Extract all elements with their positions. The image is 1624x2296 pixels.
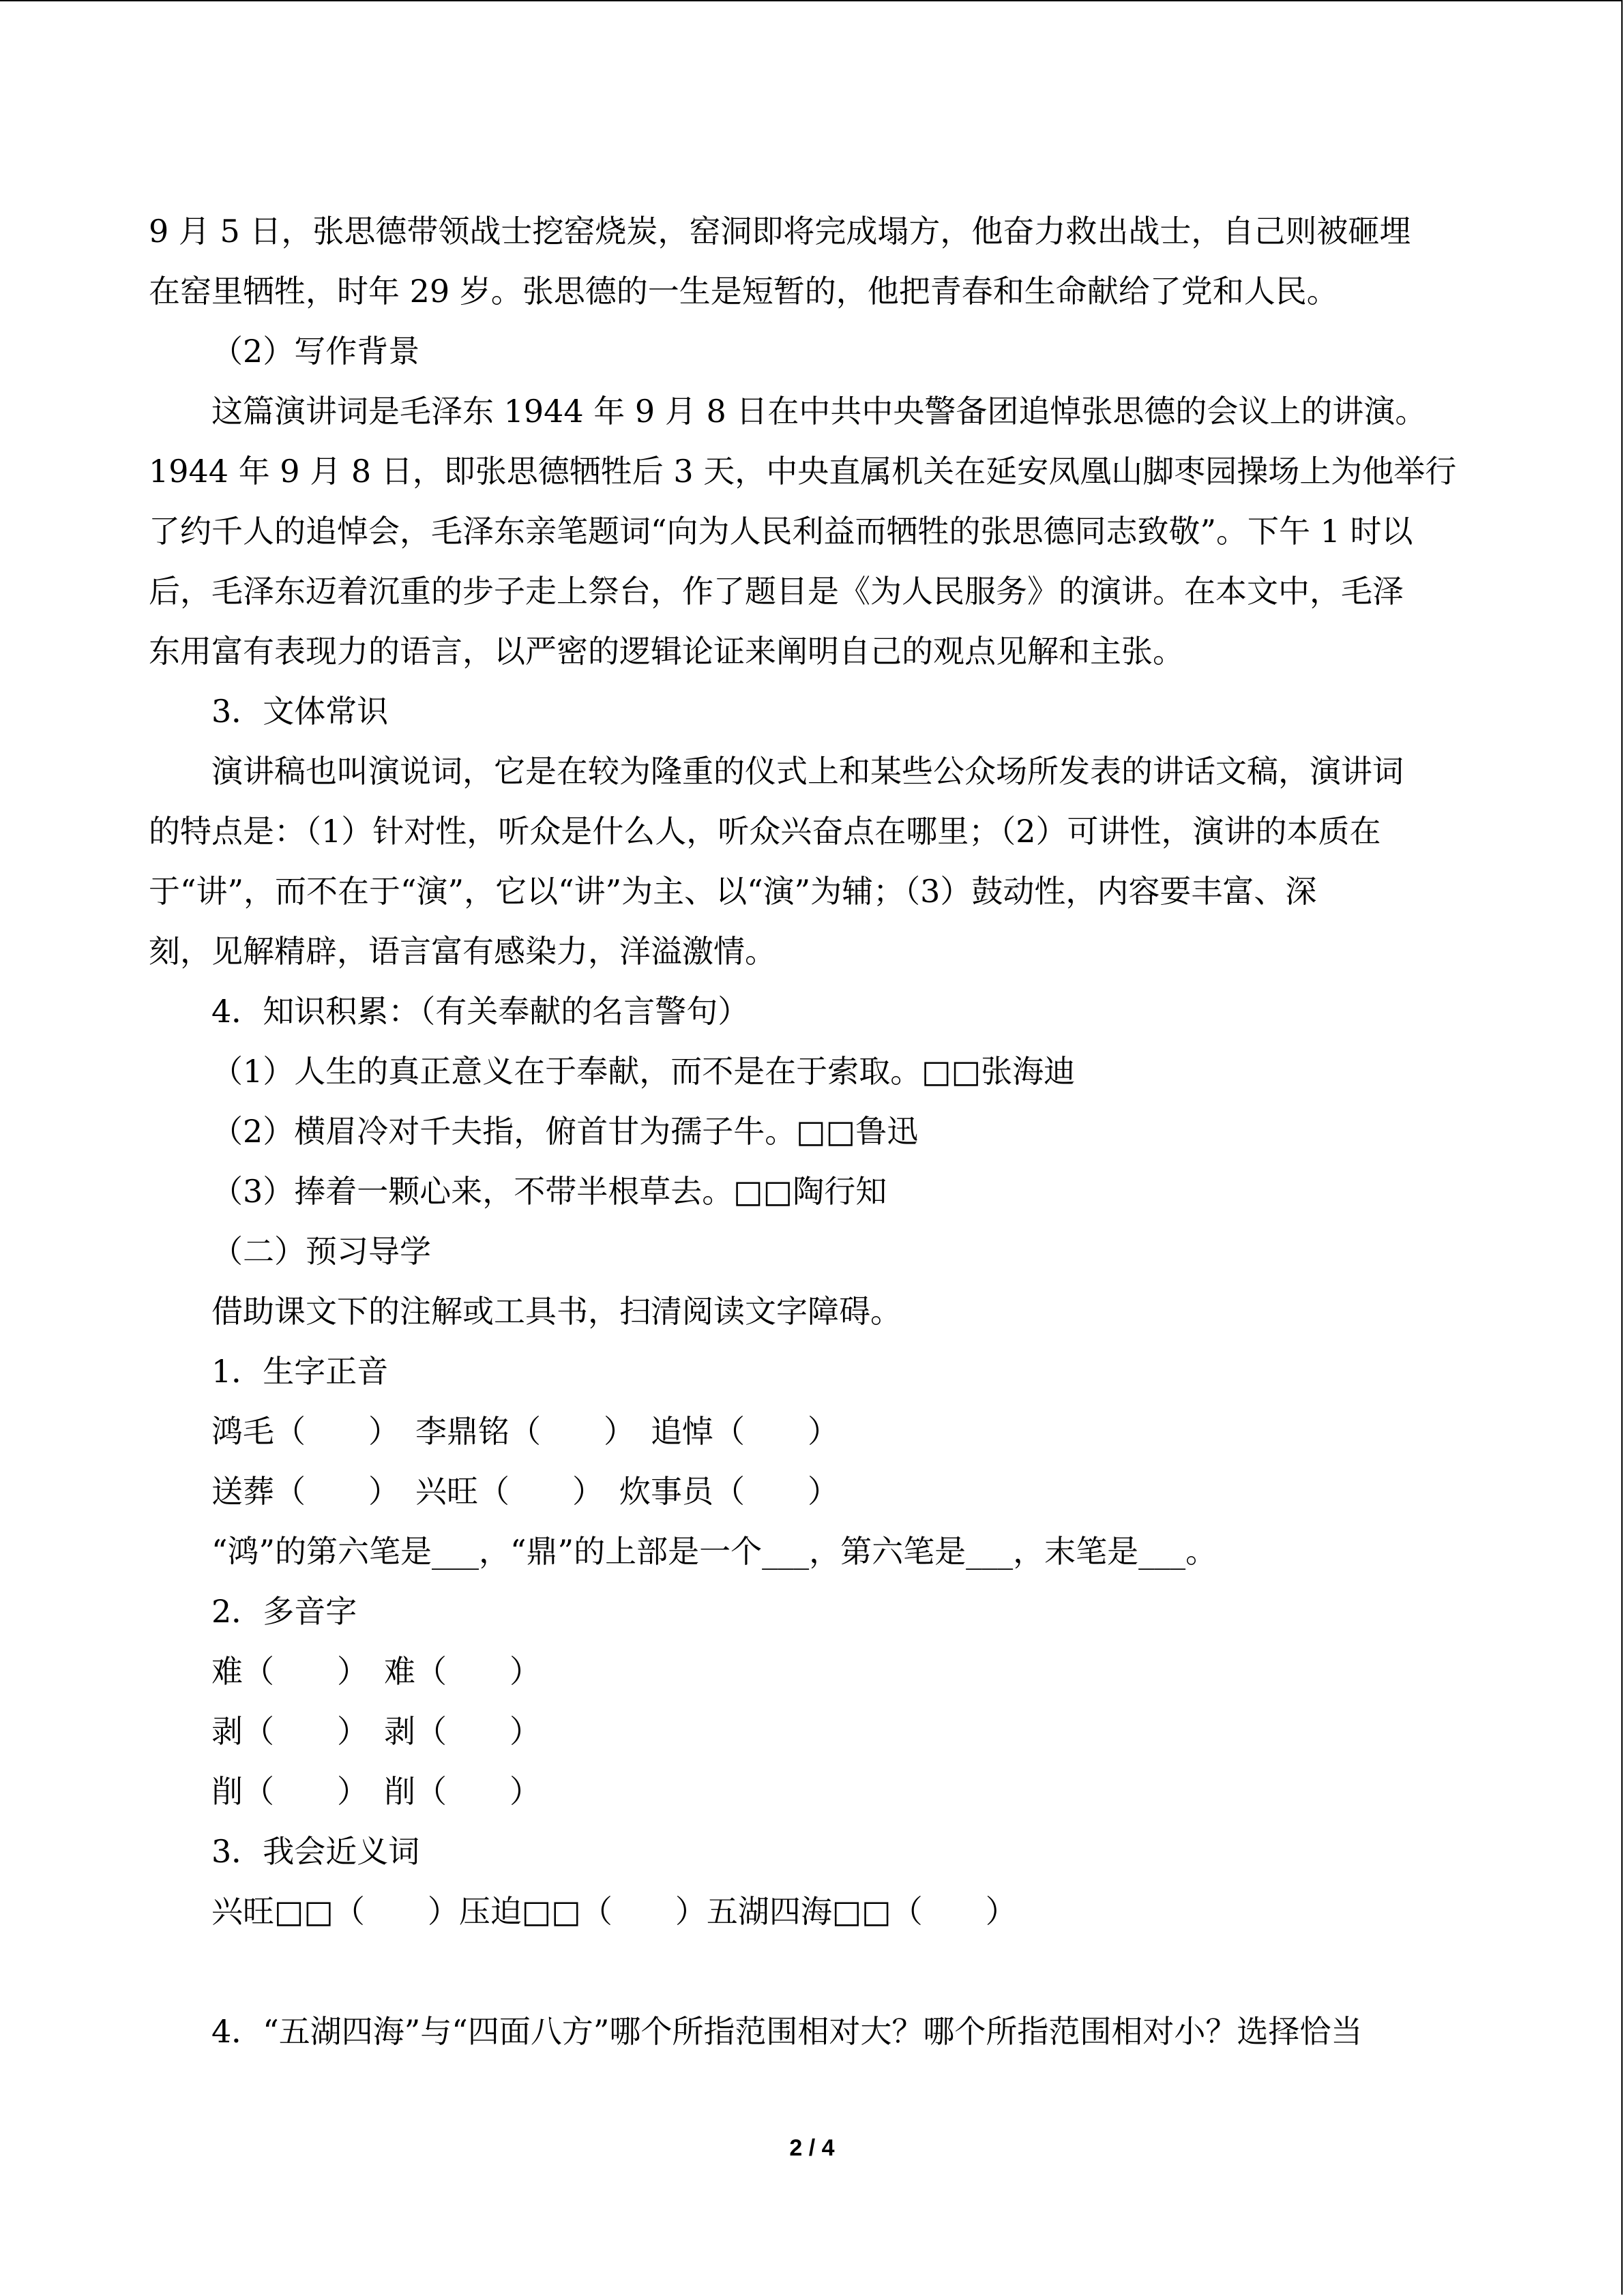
text-line: 后，毛泽东迈着沉重的步子走上祭台，作了题目是《为人民服务》的演讲。在本文中，毛泽 — [149, 573, 1404, 610]
exercise-line: 兴旺□□（ ）压迫□□（ ）五湖四海□□（ ） — [211, 1893, 1017, 1930]
quote-item: （3）捧着一颗心来，不带半根草去。□□陶行知 — [211, 1173, 887, 1210]
text-line: 演讲稿也叫演说词，它是在较为隆重的仪式上和某些公众场所发表的讲话文稿，演讲词 — [211, 753, 1404, 790]
exercise-line: “鸿”的第六笔是___，“鼎”的上部是一个___，第六笔是___，末笔是___。 — [211, 1533, 1217, 1570]
quote-item: （2）横眉冷对千夫指，俯首甘为孺子牛。□□鲁迅 — [211, 1113, 919, 1150]
section-heading: 3．文体常识 — [211, 693, 389, 730]
section-heading: 4．知识积累：（有关奉献的名言警句） — [211, 993, 750, 1030]
text-line: 9 月 5 日，张思德带领战士挖窑烧炭，窑洞即将完成塌方，他奋力救出战士，自己则被砸埋 — [149, 213, 1411, 250]
text-line: 这篇演讲词是毛泽东 1944 年 9 月 8 日在中共中央警备团追悼张思德的会议上的讲演。 — [211, 393, 1427, 430]
blank-line — [149, 1941, 1472, 2001]
exercise-line: 剥（ ） 剥（ ） — [211, 1713, 541, 1750]
section-heading: 1．生字正音 — [211, 1353, 389, 1390]
text-line: 的特点是：（1）针对性，听众是什么人，听众兴奋点在哪里；（2）可讲性，演讲的本质在 — [149, 813, 1381, 850]
exercise-line: 难（ ） 难（ ） — [211, 1653, 541, 1690]
exercise-line: 鸿毛（ ） 李鼎铭（ ） 追悼（ ） — [211, 1413, 839, 1450]
page-number: 2 / 4 — [789, 2135, 835, 2161]
exercise-line: 送葬（ ） 兴旺（ ） 炊事员（ ） — [211, 1473, 839, 1510]
section-heading: 3．我会近义词 — [211, 1833, 420, 1870]
section-heading: 2．多音字 — [211, 1593, 357, 1630]
section-heading: （二）预习导学 — [211, 1233, 431, 1270]
text-line: 借助课文下的注解或工具书，扫清阅读文字障碍。 — [211, 1293, 902, 1330]
exercise-line: 削（ ） 削（ ） — [211, 1773, 541, 1810]
text-line: 于“讲”，而不在于“演”，它以“讲”为主、以“演”为辅；（3）鼓动性，内容要丰富、深 — [149, 873, 1317, 910]
subsection-heading: （2）写作背景 — [211, 333, 420, 370]
text-line: 刻，见解精辟，语言富有感染力，洋溢激情。 — [149, 933, 776, 970]
question-line: 4．“五湖四海”与“四面八方”哪个所指范围相对大？哪个所指范围相对小？选择恰当 — [211, 2013, 1363, 2050]
text-line: 了约千人的追悼会，毛泽东亲笔题词“向为人民利益而牺牲的张思德同志致敬”。下午 1 时以 — [149, 513, 1413, 550]
document-body — [149, 201, 1472, 2061]
text-line: 1944 年 9 月 8 日，即张思德牺牲后 3 天，中央直属机关在延安凤凰山脚枣园操场上为他举行 — [149, 453, 1457, 490]
text-line: 在窑里牺牲，时年 29 岁。张思德的一生是短暂的，他把青春和生命献给了党和人民。 — [149, 273, 1338, 310]
quote-item: （1）人生的真正意义在于奉献，而不是在于索取。□□张海迪 — [211, 1053, 1076, 1090]
text-line: 东用富有表现力的语言，以严密的逻辑论证来阐明自己的观点见解和主张。 — [149, 633, 1184, 670]
